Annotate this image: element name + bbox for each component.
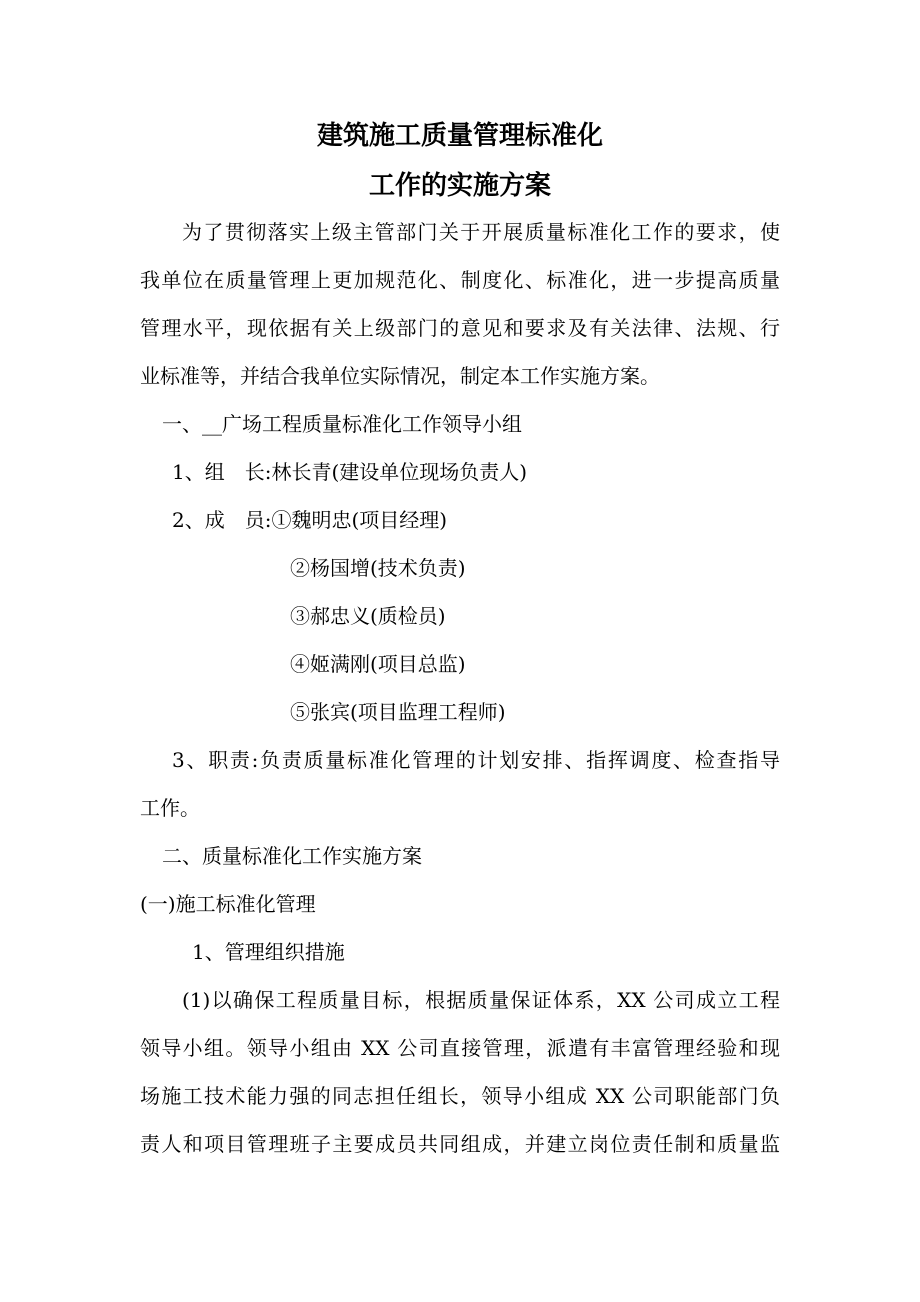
duty-line-1: 3、职责:负责质量标准化管理的计划安排、指挥调度、检查指导 [172,748,780,772]
document-title-line-1: 建筑施工质量管理标准化 [316,121,603,151]
member-4: ④姬满刚(项目总监) [290,652,466,676]
members-line: 2、成 员:①魏明忠(项目经理) [172,508,448,532]
leader-line: 1、组 长:林长青(建设单位现场负责人) [172,460,528,484]
item-1-heading: 1、管理组织措施 [192,940,345,964]
duty-line-2: 工作。 [140,796,200,820]
para-1-line-1: (1)以确保工程质量目标，根据质量保证体系，XX 公司成立工程 [182,988,780,1012]
section-1-heading: 一、__广场工程质量标准化工作领导小组 [162,412,522,436]
member-3: ③郝忠义(质检员) [290,604,446,628]
member-5: ⑤张宾(项目监理工程师) [290,700,506,724]
para-1-line-3: 场施工技术能力强的同志担任组长，领导小组成 XX 公司职能部门负 [140,1084,780,1108]
subsection-1-heading: (一)施工标准化管理 [140,892,316,916]
section-2-heading: 二、质量标准化工作实施方案 [162,844,422,868]
para-1-line-4: 责人和项目管理班子主要成员共同组成，并建立岗位责任制和质量监 [140,1132,780,1156]
intro-line-4: 业标准等，并结合我单位实际情况，制定本工作实施方案。 [140,364,660,388]
para-1-line-2: 领导小组。领导小组由 XX 公司直接管理，派遣有丰富管理经验和现 [140,1036,780,1060]
intro-line-1: 为了贯彻落实上级主管部门关于开展质量标准化工作的要求，使 [182,220,780,244]
intro-line-3: 管理水平，现依据有关上级部门的意见和要求及有关法律、法规、行 [140,316,780,340]
document-title-line-2: 工作的实施方案 [368,171,551,201]
intro-line-2: 我单位在质量管理上更加规范化、制度化、标准化，进一步提高质量 [140,268,780,292]
member-2: ②杨国增(技术负责) [290,556,466,580]
